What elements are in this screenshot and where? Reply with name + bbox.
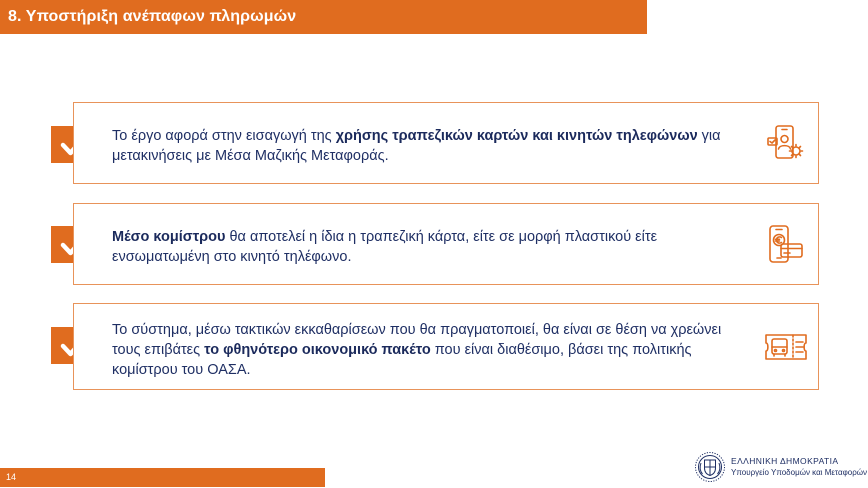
ministry-name: Υπουργείο Υποδομών και Μεταφορών <box>731 468 868 477</box>
text-run: για μετακινήσεις με Μέσα Μαζικής Μεταφοράς. <box>112 128 721 164</box>
ministry-logo <box>694 451 868 483</box>
text-run-bold: το φθηνότερο οικονομικό πακέτο <box>204 342 431 358</box>
text-run: θα αποτελεί η ίδια η τραπεζική κάρτα, είτε σε μορφή πλαστικού είτε ενσωματωμένη στο κινητό τηλέφωνο. <box>112 229 658 265</box>
page-number: 14 <box>0 468 325 487</box>
card-text <box>112 320 748 380</box>
info-card-fare-medium <box>73 203 819 285</box>
smartphone-user-profile-icon <box>764 122 808 166</box>
greek-coat-of-arms-icon <box>694 451 726 483</box>
text-run: Το σύστημα, μέσω τακτικών εκκαθαρίσεων που θα πραγματοποιεί, θα είναι σε θέση να χρεώνει τους επιβάτες <box>112 322 722 358</box>
info-card-cheapest-package <box>73 303 819 390</box>
card-text <box>112 227 748 267</box>
bus-ticket-icon <box>764 325 808 369</box>
slide-title: 8. Υποστήριξη ανέπαφων πληρωμών <box>0 0 647 34</box>
card-text <box>112 126 748 166</box>
phone-euro-card-icon <box>764 223 808 267</box>
info-card-contactless-intro <box>73 102 819 184</box>
text-run-bold: χρήσης τραπεζικών καρτών και κινητών τηλεφώνων <box>335 128 698 144</box>
text-run: Το έργο αφορά στην εισαγωγή της <box>112 128 336 144</box>
text-run: που είναι διαθέσιμο, βάσει της πολιτικής κομίστρου του ΟΑΣΑ. <box>112 342 692 378</box>
text-run-bold: Μέσο κομίστρου <box>112 229 226 245</box>
country-name: ΕΛΛΗΝΙΚΗ ΔΗΜΟΚΡΑΤΙΑ <box>731 456 839 466</box>
